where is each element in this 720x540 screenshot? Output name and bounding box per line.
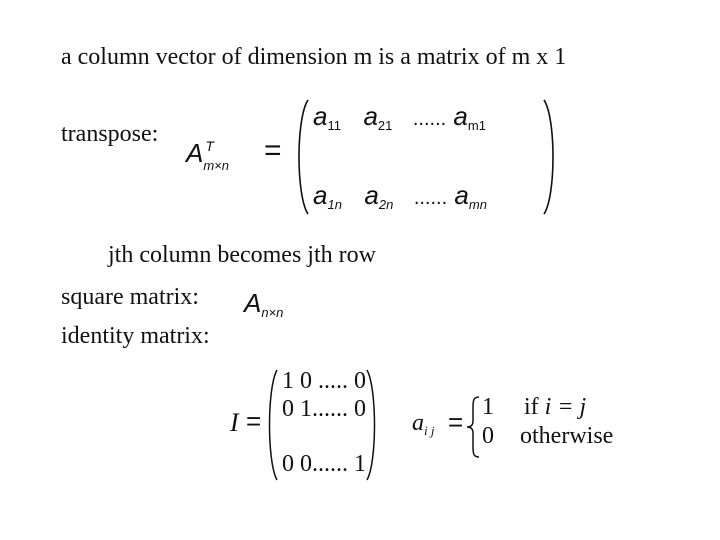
jth-column-note: jth column becomes jth row [108,242,376,268]
element-lhs [412,410,434,437]
square-matrix-label: square matrix: [61,284,199,310]
cases-brace [464,395,482,459]
transpose-lhs [186,138,249,173]
case-1-value: 1 [482,394,494,420]
element-sub: i j [424,423,435,438]
transpose-lhs-sup: T [205,138,214,154]
transpose-right-paren [540,98,560,218]
case-1-if: if [524,394,539,420]
identity-row-1: 1 0 ..... 0 [282,368,366,394]
transpose-row-1: a11 a21 ...... am1 [313,101,486,133]
identity-row-2: 0 1...... 0 [282,396,366,422]
identity-left-paren [264,368,280,484]
transpose-lhs-sub: m×n [203,158,229,173]
identity-row-3: 0 0...... 1 [282,451,366,477]
element-base: a [412,410,424,436]
identity-matrix-label: identity matrix: [61,323,210,349]
case-2 [482,423,613,450]
column-vector-definition: a column vector of dimension m is a matrix of m x 1 [61,44,567,70]
transpose-left-paren [292,98,312,218]
identity-right-paren [364,368,380,484]
square-base: A [244,288,262,318]
transpose-label: transpose: [61,121,159,147]
square-sub: n×n [261,305,284,320]
identity-lhs: I [230,408,239,437]
transpose-equals: = [264,134,282,167]
transpose-lhs-base: A [186,138,204,168]
case-2-value: 0 [482,423,494,449]
case-1-condition: i = j [544,394,587,420]
identity-equals: = [246,406,262,436]
square-matrix-formula [244,288,283,319]
case-1 [482,394,586,421]
element-equals: = [448,407,464,437]
case-2-text: otherwise [520,423,614,449]
transpose-row-2: a1n a2n ...... amn [313,180,487,212]
